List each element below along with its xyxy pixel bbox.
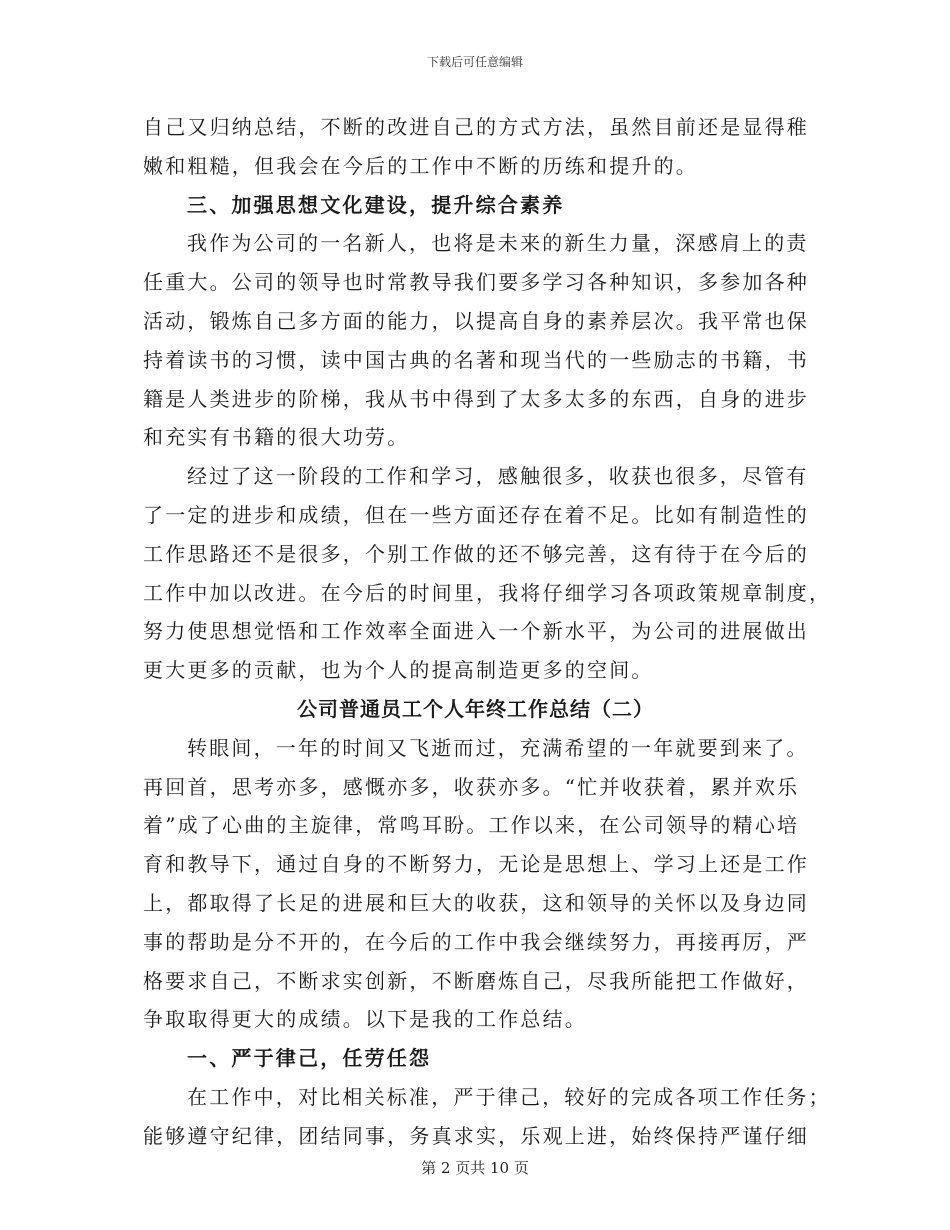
body-line: 事的帮助是分不开的，在今后的工作中我会继续努力，再接再厉，严: [143, 929, 809, 954]
body-line: 努力使思想觉悟和工作效率全面进入一个新水平，为公司的进展做出: [143, 619, 809, 644]
body-line: 上，都取得了长足的进展和巨大的收获，这和领导的关怀以及身边同: [143, 890, 809, 915]
body-line: 转眼间，一年的时间又飞逝而过，充满希望的一年就要到来了。: [187, 735, 809, 760]
body-line: 任重大。公司的领导也时常教导我们要多学习各种知识，多参加各种: [143, 270, 809, 295]
body-line: 经过了这一阶段的工作和学习，感触很多，收获也很多，尽管有: [187, 464, 809, 489]
body-line: 和充实有书籍的很大功劳。: [143, 425, 410, 450]
body-line: 格要求自己，不断求实创新，不断磨炼自己，尽我所能把工作做好，: [143, 968, 809, 993]
body-line: 工作中加以改进。在今后的时间里，我将仔细学习各项政策规章制度，: [143, 580, 832, 605]
page-footer: 第 2 页共 10 页: [421, 1159, 529, 1177]
body-line: 争取取得更大的成绩。以下是我的工作总结。: [143, 1007, 587, 1032]
page-header: 下载后可任意编辑: [426, 55, 523, 69]
body-line: 我作为公司的一名新人，也将是未来的新生力量，深感肩上的责: [187, 231, 809, 256]
body-line: 工作思路还不是很多，个别工作做的还不够完善，这有待于在今后的: [143, 541, 809, 566]
body-line: 籍是人类进步的阶梯，我从书中得到了太多太多的东西，自身的进步: [143, 386, 809, 411]
body-line: 在工作中，对比相关标准，严于律己，较好的完成各项工作任务；: [187, 1084, 831, 1109]
body-line: 再回首，思考亦多，感慨亦多，收获亦多。“忙并收获着，累并欢乐: [143, 774, 800, 799]
body-line: 持着读书的习惯，读中国古典的名著和现当代的一些励志的书籍，书: [143, 347, 809, 372]
body-line: 更大更多的贡献，也为个人的提高制造更多的空间。: [143, 658, 654, 683]
body-line: 自己又归纳总结，不断的改进自己的方式方法，虽然目前还是显得稚: [143, 115, 809, 139]
section-heading: 一、严于律己，任劳任怨: [187, 1046, 432, 1071]
document-body: [143, 108, 832, 1156]
document-title: 公司普通员工个人年终工作总结（二）: [297, 696, 654, 721]
body-line: 嫩和粗糙，但我会在今后的工作中不断的历练和提升的。: [143, 153, 698, 178]
section-heading: 三、加强思想文化建设，提升综合素养: [187, 192, 565, 217]
body-line: 活动，锻炼自己多方面的能力，以提高自身的素养层次。我平常也保: [143, 308, 809, 333]
body-line: 能够遵守纪律，团结同事，务真求实，乐观上进，始终保持严谨仔细: [143, 1123, 809, 1148]
body-line: 育和教导下，通过自身的不断努力，无论是思想上、学习上还是工作: [143, 852, 809, 877]
body-line: 了一定的进步和成绩，但在一些方面还存在着不足。比如有制造性的: [143, 502, 809, 527]
body-line: 着”成了心曲的主旋律，常鸣耳盼。工作以来，在公司领导的精心培: [143, 813, 800, 838]
